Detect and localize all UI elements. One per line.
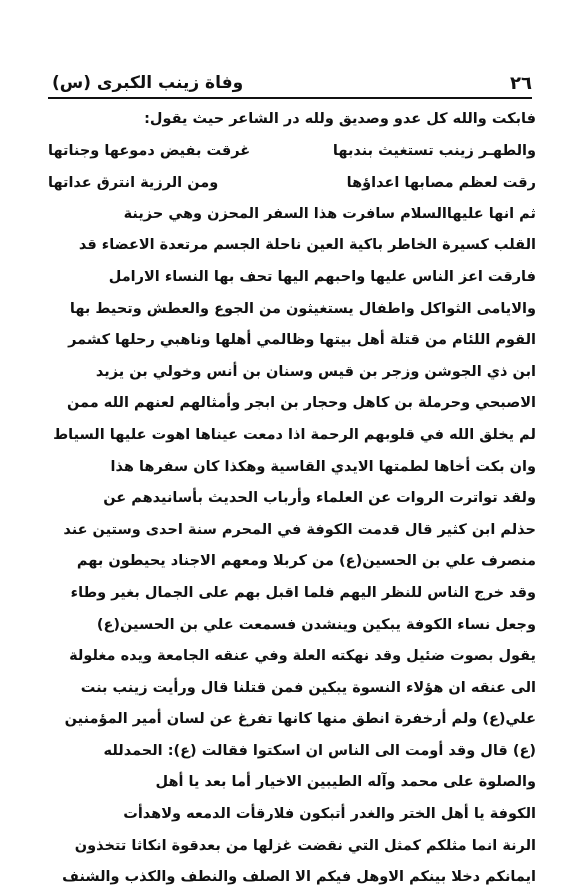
text-line: لم يخلق الله في قلوبهم الرحمة اذا دمعت عيناها اهوت عليها السياط xyxy=(53,426,536,443)
text-line: القوم اللئام من قتلة أهل بيتها وظالمي أهلها وناهبي رحلها كشمر xyxy=(68,332,536,349)
verse-second-hemistich: ومن الرزية انترق عداتها xyxy=(48,174,219,191)
running-title: وفاة زينب الكبرى (س) xyxy=(52,73,244,93)
text-line: منصرف علي بن الحسين(ع) من كربلا ومعهم الاجناد يحيطون بهم xyxy=(76,553,536,570)
verse-second-hemistich: غرقت بفيض دموعها وجناتها xyxy=(48,143,251,160)
text-line: حذلم ابن كثير قال قدمت الكوفة في المحرم سنة احدى وستين عند xyxy=(63,521,536,538)
text-line: يقول بصوت ضئيل وقد نهكته العلة وفي عنقه الجامعة ويده مغلولة xyxy=(69,648,536,665)
text-line: ولقد تواترت الروات عن العلماء وأرباب الحديث بأسانيدهم عن xyxy=(103,490,536,507)
text-line: الكوفة يا أهل الختر والغدر أتبكون فلارقأت الدمعه ولاهدأت xyxy=(123,806,536,823)
verse-first-hemistich: رقت لعظم مصابها اعداؤها xyxy=(346,174,536,191)
text-line: والايامى الثواكل واطفال يستغيثون من الجوع والعطش وتحيط بها xyxy=(69,300,536,317)
text-line: وان بكت أخاها لطمتها الايدي القاسية وهكذا كان سفرها هذا xyxy=(110,458,536,475)
text-line: وقد خرج الناس للنظر اليهم فلما اقبل بهم على الجمال بغير وطاء xyxy=(70,584,536,601)
poem-verse xyxy=(48,136,536,168)
text-line: الاصبحي وحرملة بن كاهل وحجار بن ابجر وأمثالهم لعنهم الله ممن xyxy=(67,395,536,412)
text-line: وجعل نساء الكوفة يبكين وينشدن فسمعت علي بن الحسين(ع) xyxy=(96,616,536,633)
page-header xyxy=(52,70,532,96)
text-line: فارقت اعز الناس عليها واحبهم اليها تحف بها النساء الارامل xyxy=(108,268,536,285)
page-body xyxy=(48,104,536,894)
text-line: فابكت والله كل عدو وصديق ولله در الشاعر حيث يقول: xyxy=(144,111,536,127)
page-number: ٢٦ xyxy=(510,72,532,94)
text-line: القلب كسيرة الخاطر باكية العين ناحلة الجسم مرتعدة الاعضاء قد xyxy=(78,237,536,254)
text-line: ايمانكم دخلا بينكم الاوهل فيكم الا الصلف والنطف والكذب والشنف xyxy=(62,869,536,886)
text-line: ثم انها عليهاالسلام سافرت هذا السفر المحزن وهي حزينة xyxy=(123,205,536,222)
poem-verse xyxy=(48,167,536,199)
header-rule xyxy=(48,97,532,99)
verse-first-hemistich: والطهـر زينب تستغيث بندبها xyxy=(332,143,536,160)
text-line: والصلوة على محمد وآله الطيبين الاخيار أما بعد يا أهل xyxy=(155,774,536,791)
text-line: (ع) قال وقد أومت الى الناس ان اسكتوا فقالت (ع): الحمدلله xyxy=(103,742,536,759)
text-line: ابن ذي الجوشن وزجر بن قيس وسنان بن أنس وخولي بن يزيد xyxy=(95,363,536,380)
text-line: علي(ع) ولم أرخفرة انطق منها كانها تفرغ عن لسان أمير المؤمنين xyxy=(64,711,536,728)
text-line: الرنة انما مثلكم كمثل التي نقضت غزلها من بعدقوة انكاثا تتخذون xyxy=(74,837,536,854)
text-line: الى عنقه ان هؤلاء النسوة يبكين فمن قتلنا قال ورأيت زينب بنت xyxy=(80,679,536,696)
